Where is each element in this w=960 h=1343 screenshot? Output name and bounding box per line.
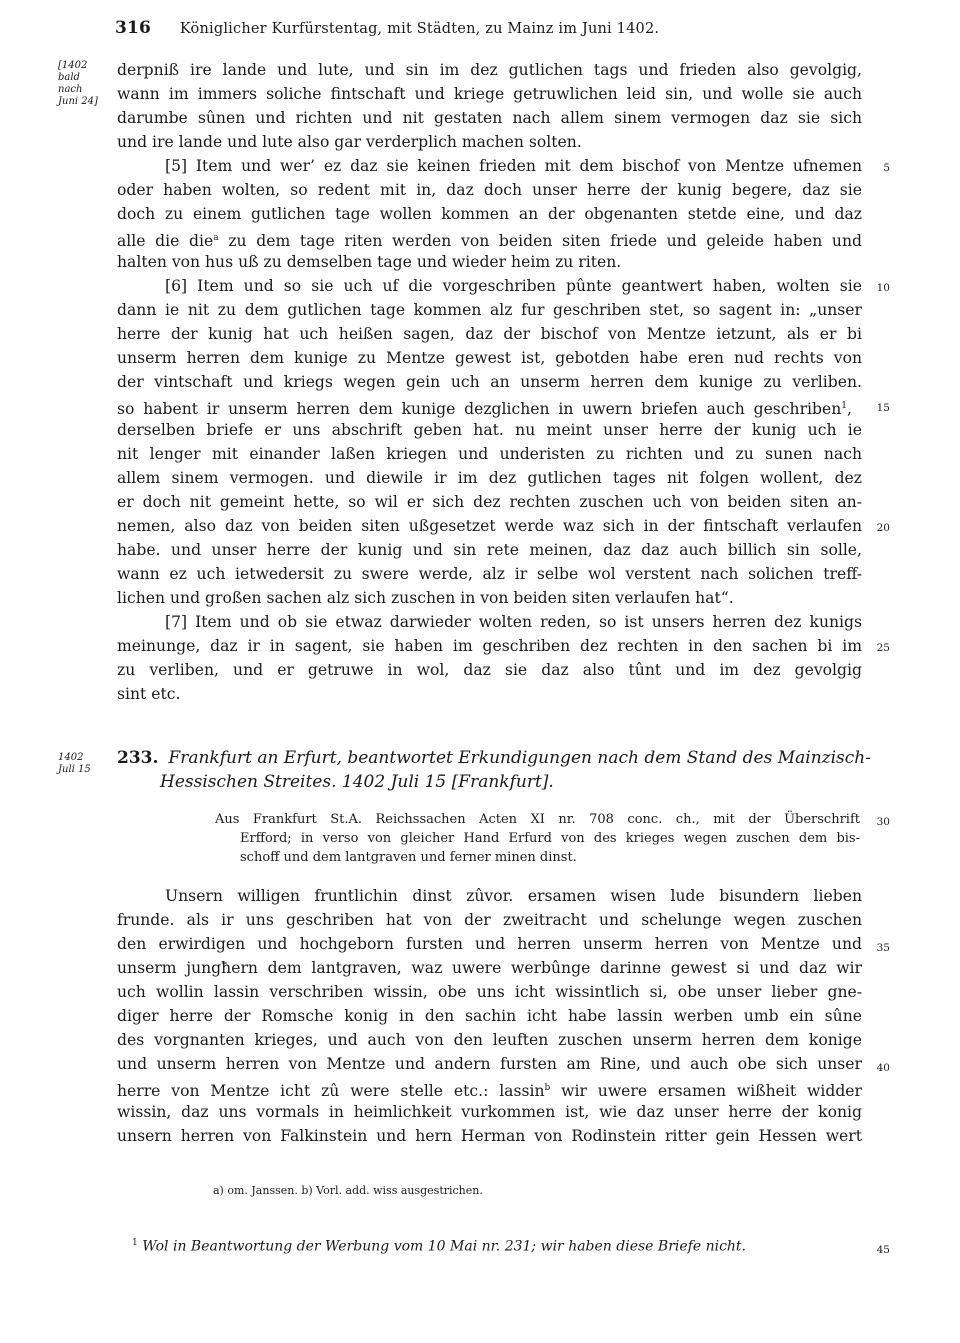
body-line: uch wollin lassin verschriben wissin, obe uns icht wissintlich si, obe unser lieber gne- xyxy=(117,983,862,1001)
document-title-line: Hessischen Streites. 1402 Juli 15 [Frankfurt]. xyxy=(160,772,554,792)
body-line: diger herre der Romsche konig in den sachin icht habe lassin werben umb ein sûne xyxy=(117,1007,862,1025)
body-line: allem sinem vermogen. und diewile ir im dez gutlichen tages nit folgen wollent, dez xyxy=(117,469,862,487)
body-line: unsern herren von Falkinstein und hern Herman von Rodinstein ritter gein Hessen wert xyxy=(117,1127,862,1145)
line-number: 35 xyxy=(876,942,890,954)
body-line: darumbe sûnen und richten und nit gestaten nach allem sinem vermogen daz sie sich xyxy=(117,109,862,127)
body-line: meinunge, daz ir in sagent, sie haben im geschriben dez rechten in den sachen bi im xyxy=(117,637,862,655)
body-line: des vorgnanten krieges, und auch von den leuften zuschen unserm herren dem konige xyxy=(117,1031,862,1049)
body-line: lichen und großen sachen alz sich zuschen in von beiden siten verlaufen hat“. xyxy=(117,589,734,607)
body-line: unserm jungħern dem lantgraven, waz uwere werbûnge darinne gewest si und daz wir xyxy=(117,959,862,977)
body-line: [7] Item und ob sie etwaz darwieder wolten reden, so ist unsers herren dez kunigs xyxy=(165,613,862,631)
line-number: 15 xyxy=(876,402,890,414)
running-title: Königlicher Kurfürstentag, mit Städten, zu Mainz im Juni 1402. xyxy=(179,21,660,37)
body-line: wann im immers soliche fintschaft und kriege getruwlichen leid sin, und wolle sie auch xyxy=(117,85,862,103)
variant-marker-a: a xyxy=(213,233,219,243)
running-header xyxy=(115,18,659,38)
body-line: sint etc. xyxy=(117,685,181,703)
footnote-text: Wol in Beantwortung der Werbung vom 10 Mai nr. 231; wir haben diese Briefe nicht. xyxy=(142,1238,746,1255)
margin-note-line: nach xyxy=(58,84,83,95)
body-line: der vintschaft und kriegs wegen gein uch an unserm herren dem kunige zu verliben. xyxy=(117,373,862,391)
margin-note-line: Juli 15 xyxy=(58,764,91,775)
body-line: dann ie nit zu dem gutlichen tage kommen alz fur geschriben stet, so sagent in: „unser xyxy=(117,301,862,319)
body-line: derpniß ire lande und lute, und sin im dez gutlichen tags und frieden also gevolgig, xyxy=(117,61,862,79)
margin-note-line: 1402 xyxy=(58,752,84,763)
line-number: 5 xyxy=(883,162,890,174)
line-number: 10 xyxy=(876,282,890,294)
body-line: zu verliben, und er getruwe in wol, daz sie daz also tûnt und im dez gevolgig xyxy=(117,661,862,679)
footnote-number: 1 xyxy=(132,1238,138,1248)
body-line: Unsern willigen fruntlichin dinst zûvor. ersamen wisen lude bisundern lieben xyxy=(165,887,862,905)
variant-notes: a) om. Janssen. b) Vorl. add. wiss ausgestrichen. xyxy=(213,1184,483,1197)
line-number: 45 xyxy=(876,1244,890,1256)
source-note-line: Erfford; in verso von gleicher Hand Erfurd von des krieges wegen zuschen dem bis- xyxy=(240,831,860,846)
margin-note-line: bald xyxy=(58,72,80,83)
line-number: 40 xyxy=(876,1062,890,1074)
body-line: wann ez uch ietwedersit zu swere werde, alz ir selbe wol verstent nach solichen treff- xyxy=(117,565,862,583)
body-line xyxy=(117,1076,862,1100)
body-line xyxy=(117,226,862,250)
body-line: derselben briefe er uns abschrift geben hat. nu meint unser herre der kunig uch ie xyxy=(117,421,862,439)
text-run: herre von Mentze icht zû were stelle etc.: lassin xyxy=(117,1082,545,1100)
text-run: alle die die xyxy=(117,232,214,250)
body-line: und ire lande und lute also gar verderplich machen solten. xyxy=(117,133,582,151)
body-line: [6] Item und so sie uch uf die vorgeschriben pûnte geantwert haben, wolten sie xyxy=(165,277,862,295)
body-line: frunde. als ir uns geschriben hat von der zweitracht und schelunge wegen zuschen xyxy=(117,911,862,929)
source-note-line: schoff und dem lantgraven und ferner minen dinst. xyxy=(240,850,577,865)
margin-note-line: Juni 24] xyxy=(58,96,98,107)
body-line: unserm herren dem kunige zu Mentze gewest ist, gebotden habe eren nud rechts von xyxy=(117,349,862,367)
body-line: herre der kunig hat uch heißen sagen, daz der bischof von Mentze ietzunt, als er bi xyxy=(117,325,862,343)
footnote xyxy=(132,1238,746,1255)
body-line: nemen, also daz von beiden siten ußgesetzet werde waz sich in der fintschaft verlaufen xyxy=(117,517,862,535)
body-line: nit lenger mit einander laßen kriegen und underisten zu richten und zu sunen nach xyxy=(117,445,862,463)
body-line: doch zu einem gutlichen tage wollen kommen an der obgenanten stetde eine, und daz xyxy=(117,205,862,223)
document-heading xyxy=(117,748,871,768)
source-note-line: Aus Frankfurt St.A. Reichssachen Acten XI nr. 708 conc. ch., mit der Überschrift xyxy=(215,812,860,827)
text-run: zu dem tage riten werden von beiden siten friede und geleide haben und xyxy=(218,232,862,250)
text-run: wir uwere ersamen wißheit widder xyxy=(550,1082,862,1100)
body-line: oder haben wolten, so redent mit in, daz doch unser herre der kunig begere, daz sie xyxy=(117,181,862,199)
variant-marker-b: b xyxy=(544,1083,551,1093)
document-number: 233. xyxy=(117,748,159,768)
body-line: und unserm herren von Mentze und andern fursten am Rine, und auch obe sich unser xyxy=(117,1055,862,1073)
line-number: 30 xyxy=(876,816,890,828)
footnote-marker-1: 1 xyxy=(841,401,848,411)
body-line: halten von hus uß zu demselben tage und wieder heim zu riten. xyxy=(117,253,622,271)
page-number: 316 xyxy=(115,18,152,38)
margin-note-date xyxy=(58,60,98,108)
margin-note-doc-date xyxy=(58,752,91,776)
margin-note-line: [1402 xyxy=(58,60,88,71)
body-line: habe. und unser herre der kunig und sin rete meinen, daz daz auch billich sin solle, xyxy=(117,541,862,559)
text-run: so habent ir unserm herren dem kunige dezglichen in uwern briefen auch geschriben xyxy=(117,400,842,418)
body-line: er doch nit gemeint hette, so wil er sich dez rechten zuschen uch von beiden siten an- xyxy=(117,493,862,511)
body-line: wissin, daz uns vormals in heimlichkeit vurkommen ist, wie daz unser herre der konig xyxy=(117,1103,862,1121)
body-line: den erwirdigen und hochgeborn fursten und herren unserm herren von Mentze und xyxy=(117,935,862,953)
line-number: 20 xyxy=(876,522,890,534)
body-line: [5] Item und wer’ ez daz sie keinen frieden mit dem bischof von Mentze ufnemen xyxy=(165,157,862,175)
line-number: 25 xyxy=(876,642,890,654)
document-title-line: Frankfurt an Erfurt, beantwortet Erkundigungen nach dem Stand des Mainzisch- xyxy=(168,748,871,768)
body-line: so habent ir unserm herren dem kunige dezglichen in uwern briefen auch geschriben$^1$, xyxy=(117,400,852,418)
